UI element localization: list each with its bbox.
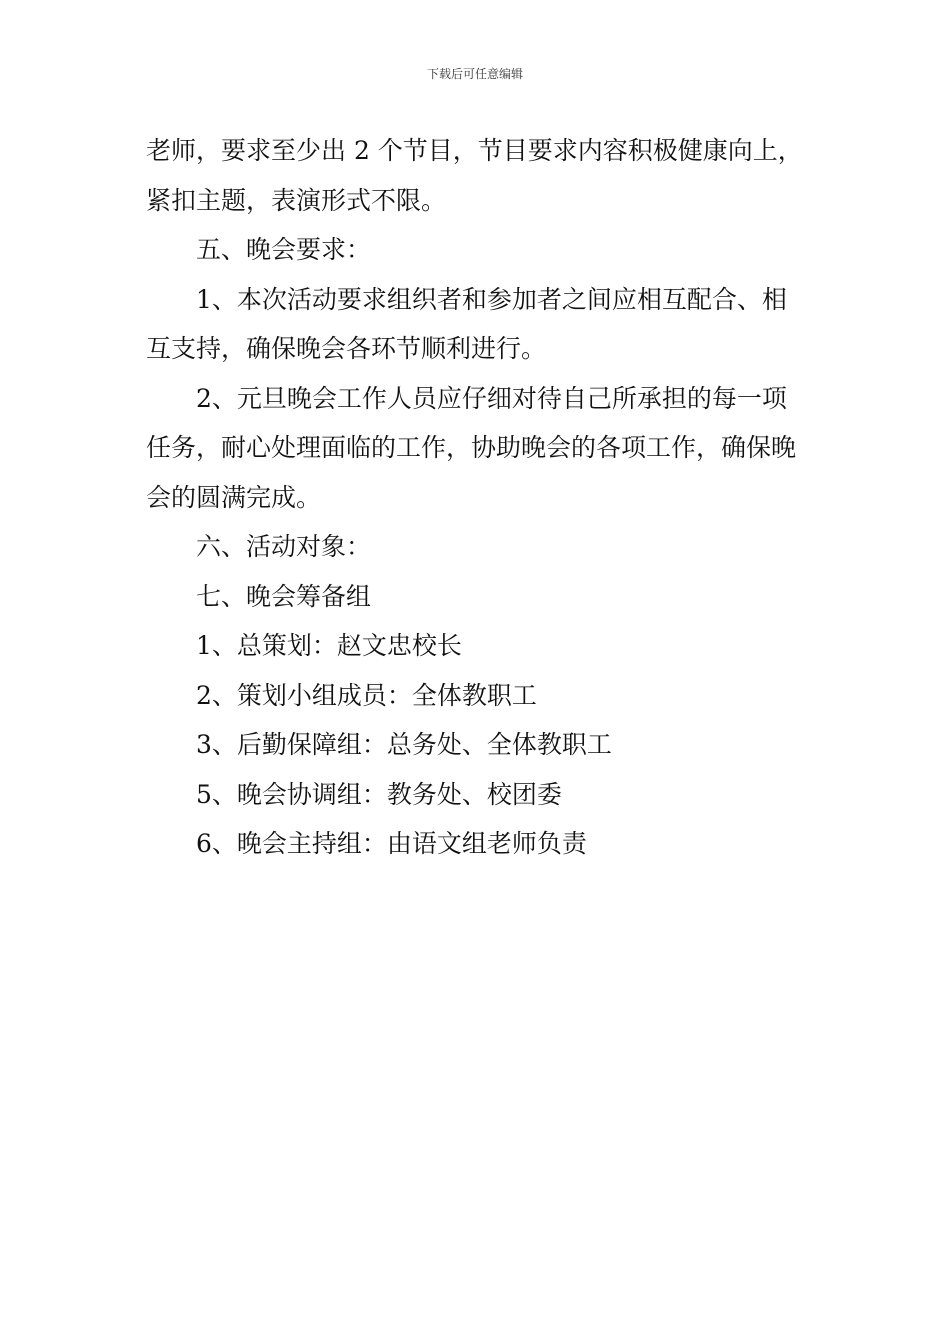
section-heading-committee: 七、晚会筹备组 [196, 581, 372, 611]
requirement-item-2: 2、元旦晚会工作人员应仔细对待自己所承担的每一项任务，耐心处理面临的工作，协助晚会的各项工作，确保晚会的圆满完成。 [146, 383, 797, 512]
committee-item-planning-group: 2、策划小组成员：全体教职工 [196, 680, 537, 710]
page-header: 下载后可任意编辑 [426, 67, 523, 81]
requirement-item-1: 1、本次活动要求组织者和参加者之间应相互配合、相互支持，确保晚会各环节顺利进行。 [146, 284, 787, 363]
paragraph-continuation: 老师，要求至少出 2 个节目，节目要求内容积极健康向上，紧扣主题，表演形式不限。 [146, 136, 803, 215]
committee-item-hosts: 6、晚会主持组：由语文组老师负责 [196, 829, 587, 858]
committee-item-planner: 1、总策划：赵文忠校长 [196, 631, 462, 660]
section-heading-requirements: 五、晚会要求： [196, 235, 372, 264]
section-heading-audience: 六、活动对象： [196, 532, 372, 561]
committee-item-logistics: 3、后勤保障组：总务处、全体教职工 [196, 730, 612, 759]
committee-item-coordination: 5、晚会协调组：教务处、校团委 [196, 779, 562, 809]
document-body [146, 126, 808, 869]
